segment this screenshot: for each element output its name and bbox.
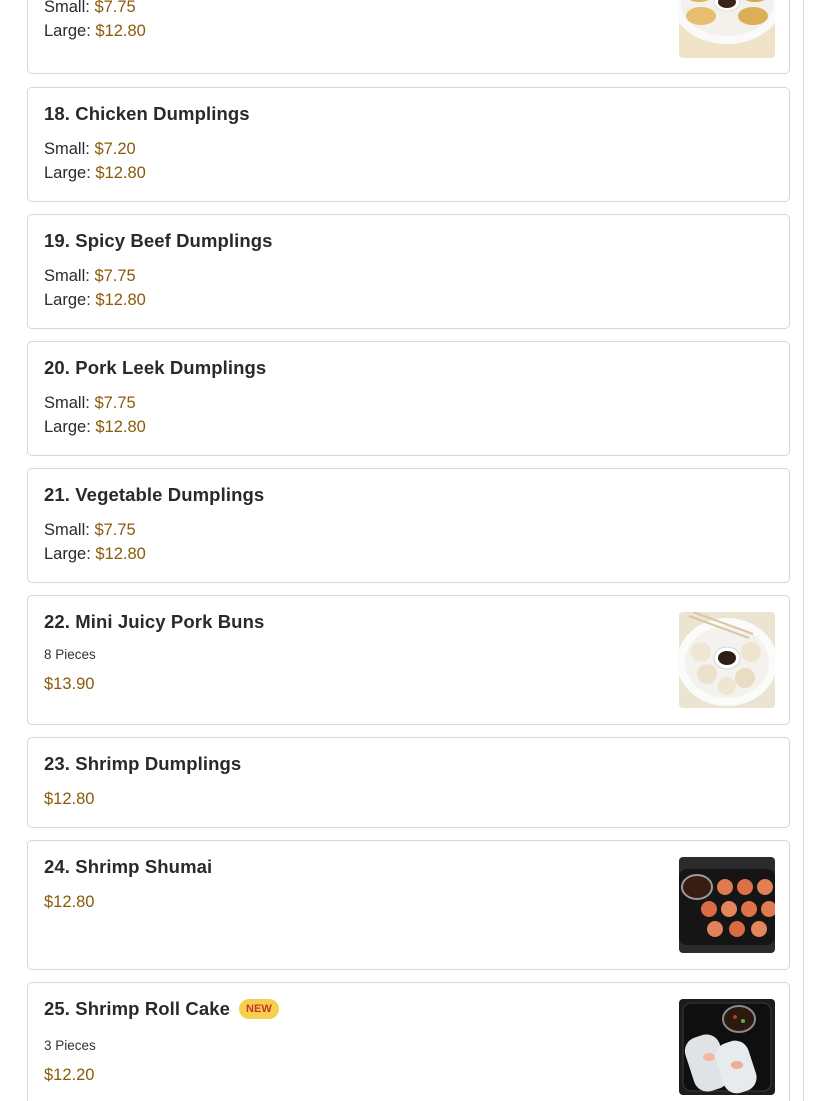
menu-item-card-19[interactable] [27, 214, 790, 329]
large-label: Large: [44, 545, 91, 563]
item-title: 24. Shrimp Shumai [44, 856, 213, 877]
large-price-line [44, 21, 146, 41]
price-line [44, 1065, 94, 1085]
menu-item-card-24[interactable] [27, 840, 790, 970]
price-line [44, 789, 94, 809]
small-price: $7.75 [94, 394, 136, 412]
item-title: 25. Shrimp Roll Cake [44, 998, 231, 1019]
menu-item-card-25[interactable] [27, 982, 790, 1101]
large-price: $12.80 [95, 545, 146, 563]
price-line [44, 892, 94, 912]
menu-item-card-18[interactable] [27, 87, 790, 202]
large-price-line [44, 417, 146, 437]
item-title-row [44, 100, 250, 128]
small-price: $7.75 [94, 521, 136, 539]
item-title: 20. Pork Leek Dumplings [44, 357, 267, 378]
item-title: 19. Spicy Beef Dumplings [44, 230, 273, 251]
shrimp-roll-cake-photo [679, 999, 775, 1095]
large-price: $12.80 [95, 164, 146, 182]
large-price-line [44, 163, 146, 183]
large-price-line [44, 544, 146, 564]
small-label: Small: [44, 521, 90, 539]
item-title: 18. Chicken Dumplings [44, 103, 250, 124]
steamed-buns-photo [679, 612, 775, 708]
small-price-line [44, 393, 136, 413]
small-price-line [44, 0, 136, 17]
small-label: Small: [44, 267, 90, 285]
new-badge: NEW [239, 999, 279, 1019]
large-price: $12.80 [95, 418, 146, 436]
item-title: 22. Mini Juicy Pork Buns [44, 611, 265, 632]
menu-item-card-21[interactable] [27, 468, 790, 583]
menu-item-card-17[interactable] [27, 0, 790, 74]
item-title-row [44, 608, 264, 636]
small-price: $7.75 [94, 267, 136, 285]
small-price-line [44, 266, 136, 286]
small-label: Small: [44, 0, 90, 16]
large-price: $12.80 [95, 22, 146, 40]
menu-item-card-20[interactable] [27, 341, 790, 456]
pan-fried-dumplings-photo [679, 0, 775, 58]
large-label: Large: [44, 164, 91, 182]
item-title-row [44, 853, 212, 881]
large-label: Large: [44, 418, 91, 436]
small-price-line [44, 520, 136, 540]
item-title-row [44, 995, 279, 1023]
item-title-row [44, 481, 264, 509]
item-title-row [44, 354, 266, 382]
item-price: $12.80 [44, 893, 95, 911]
item-title: 23. Shrimp Dumplings [44, 753, 242, 774]
large-price-line [44, 290, 146, 310]
item-price: $12.80 [44, 790, 95, 808]
large-label: Large: [44, 22, 91, 40]
shrimp-roll-cake-image[interactable] [679, 999, 775, 1095]
small-label: Small: [44, 140, 90, 158]
small-price: $7.20 [94, 140, 136, 158]
item-title-row [44, 750, 241, 778]
item-price: $13.90 [44, 675, 95, 693]
item-title: 21. Vegetable Dumplings [44, 484, 265, 505]
steamed-buns-image[interactable] [679, 612, 775, 708]
item-description: 3 Pieces [44, 1038, 96, 1053]
large-label: Large: [44, 291, 91, 309]
large-price: $12.80 [95, 291, 146, 309]
item-title-row [44, 227, 273, 255]
menu-item-card-22[interactable] [27, 595, 790, 725]
item-price: $12.20 [44, 1066, 95, 1084]
scroll-rail[interactable] [803, 0, 804, 1101]
shrimp-shumai-photo [679, 857, 775, 953]
small-price-line [44, 139, 136, 159]
shrimp-shumai-image[interactable] [679, 857, 775, 953]
item-description: 8 Pieces [44, 647, 96, 662]
menu-item-card-23[interactable] [27, 737, 790, 828]
price-line [44, 674, 94, 694]
small-label: Small: [44, 394, 90, 412]
pan-fried-dumplings-image[interactable] [679, 0, 775, 58]
small-price: $7.75 [94, 0, 136, 16]
